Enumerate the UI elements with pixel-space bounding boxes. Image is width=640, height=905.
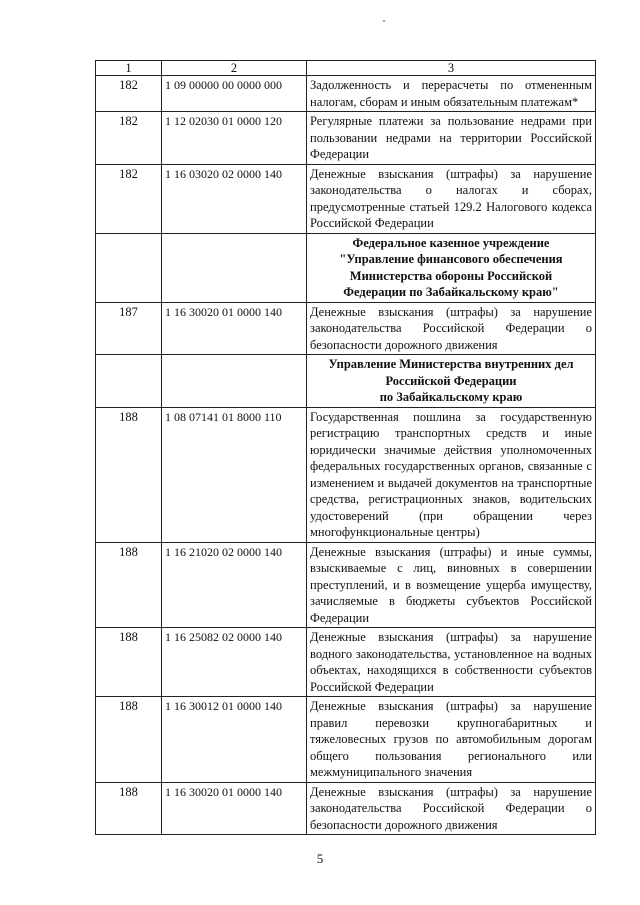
revenue-description: Денежные взыскания (штрафы) за нарушение правил перевозки крупногабаритных и тяжеловесных грузов по автомобильным дорогам общего пользования регионального или межмуниципального значения — [307, 697, 596, 783]
administrator-code: 182 — [96, 76, 162, 112]
table-row — [96, 542, 596, 628]
revenue-code: 1 16 21020 02 0000 140 — [162, 542, 307, 628]
revenue-description: Денежные взыскания (штрафы) за нарушение водного законодательства, установленное на водных объектах, находящихся в собственности субъектов Российской Федерации — [307, 628, 596, 697]
administrator-name-line: Федерации по Забайкальскому краю" — [343, 285, 559, 299]
section-header-row — [96, 355, 596, 408]
scan-dot — [383, 20, 385, 22]
table-row — [96, 628, 596, 697]
administrator-code: 188 — [96, 542, 162, 628]
table-row — [96, 112, 596, 165]
revenue-code: 1 16 30020 01 0000 140 — [162, 782, 307, 835]
administrator-name-line: Федеральное казенное учреждение — [352, 235, 550, 250]
administrator-name — [307, 355, 596, 408]
table-row — [96, 164, 596, 233]
administrator-name-line: по Забайкальскому краю — [379, 390, 523, 404]
administrator-code: 188 — [96, 697, 162, 783]
revenue-description: Денежные взыскания (штрафы) и иные суммы, взыскиваемые с лиц, виновных в совершении преступлений, и в возмещение ущерба имуществу, зачисляемые в бюджеты субъектов Российской Федерации — [307, 542, 596, 628]
table-body — [96, 76, 596, 835]
empty-cell — [96, 355, 162, 408]
administrator-name-line: Управление Министерства внутренних дел — [328, 357, 574, 371]
administrator-code: 187 — [96, 302, 162, 355]
revenue-description: Денежные взыскания (штрафы) за нарушение законодательства Российской Федерации о безопасности дорожного движения — [307, 302, 596, 355]
revenue-description: Денежные взыскания (штрафы) за нарушение законодательства Российской Федерации о безопасности дорожного движения — [307, 782, 596, 835]
revenue-description: Задолженность и перерасчеты по отмененным налогам, сборам и иным обязательным платежам* — [307, 76, 596, 112]
table-row — [96, 697, 596, 783]
column-number-row — [96, 61, 596, 76]
administrator-name — [307, 233, 596, 302]
table-row — [96, 76, 596, 112]
administrator-code: 182 — [96, 164, 162, 233]
administrator-name-line: "Управление финансового обеспечения — [339, 252, 563, 266]
revenue-code: 1 16 30012 01 0000 140 — [162, 697, 307, 783]
administrator-name-line: Министерства обороны Российской — [349, 268, 553, 283]
column-number-1: 1 — [96, 61, 162, 76]
section-header-row — [96, 233, 596, 302]
administrator-code: 188 — [96, 407, 162, 542]
revenue-code: 1 16 25082 02 0000 140 — [162, 628, 307, 697]
revenue-description: Государственная пошлина за государственную регистрацию транспортных средств и иные юридически значимые действия уполномоченных федеральных государственных органов, связанные с изменением и выдачей документов на транспортные средства, регистрационных знаков, водительских удостоверений (при обращении через многофункциональные центры) — [307, 407, 596, 542]
administrator-name-line: Российской Федерации — [385, 373, 517, 388]
page-number: 5 — [316, 851, 324, 866]
empty-cell — [162, 355, 307, 408]
revenue-description: Денежные взыскания (штрафы) за нарушение законодательства о налогах и сборах, предусмотренные статьей 129.2 Налогового кодекса Российской Федерации — [307, 164, 596, 233]
revenue-code: 1 16 03020 02 0000 140 — [162, 164, 307, 233]
column-number-2: 2 — [162, 61, 307, 76]
empty-cell — [162, 233, 307, 302]
revenue-code: 1 12 02030 01 0000 120 — [162, 112, 307, 165]
administrator-code: 188 — [96, 782, 162, 835]
revenue-code: 1 09 00000 00 0000 000 — [162, 76, 307, 112]
table-row — [96, 302, 596, 355]
administrator-code: 188 — [96, 628, 162, 697]
table-row — [96, 782, 596, 835]
revenue-code: 1 16 30020 01 0000 140 — [162, 302, 307, 355]
administrator-code: 182 — [96, 112, 162, 165]
column-number-3: 3 — [307, 61, 596, 76]
budget-code-table — [95, 60, 596, 835]
empty-cell — [96, 233, 162, 302]
revenue-description: Регулярные платежи за пользование недрами при пользовании недрами на территории Российской Федерации — [307, 112, 596, 165]
table-row — [96, 407, 596, 542]
revenue-code: 1 08 07141 01 8000 110 — [162, 407, 307, 542]
